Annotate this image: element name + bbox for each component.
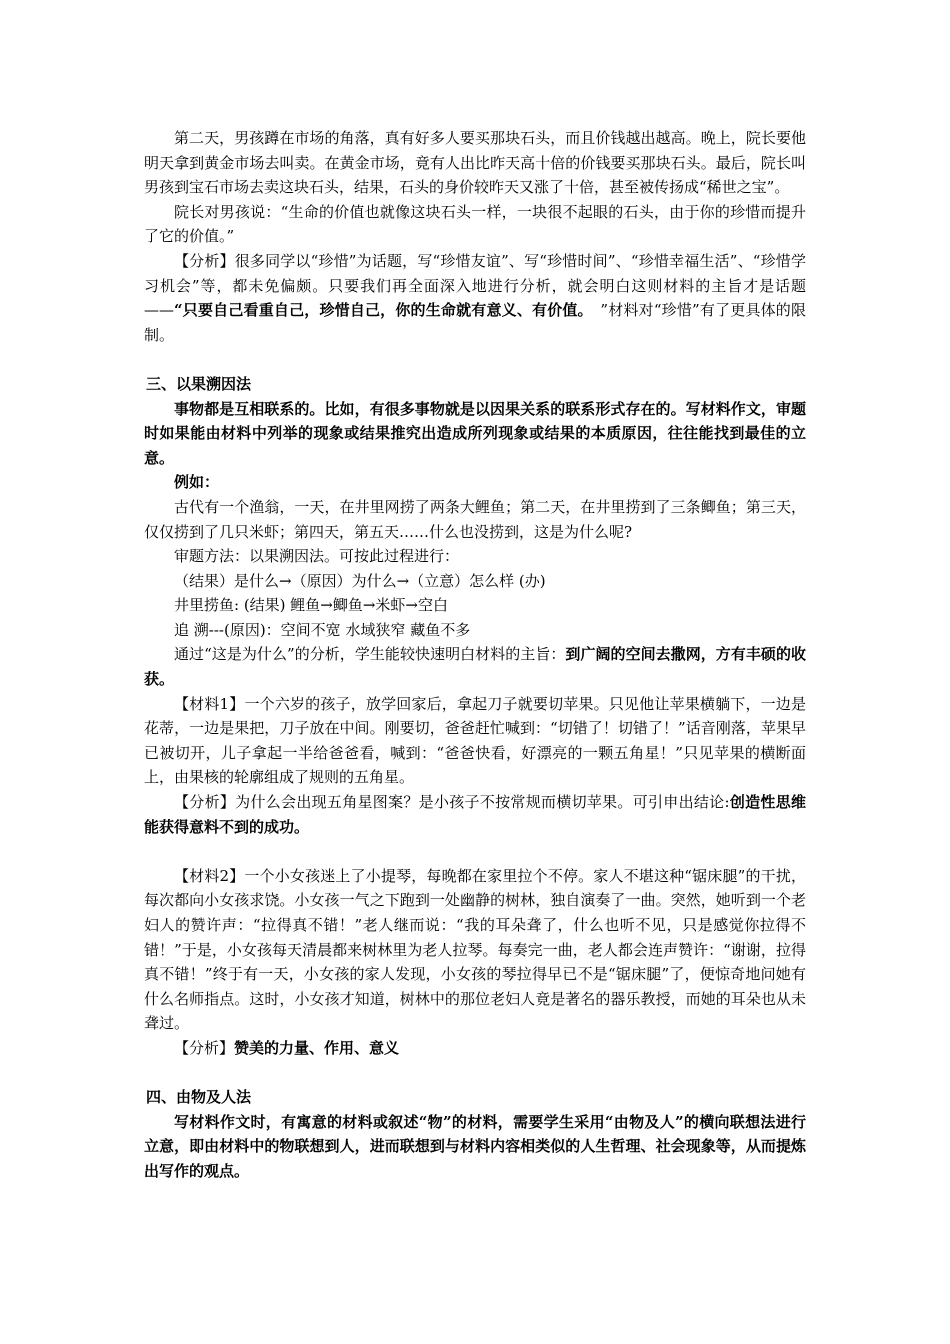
paragraph-dean-says: 院长对男孩说：“生命的价值也就像这块石头一样，一块很不起眼的石头，由于你的珍惜而提升了它的价值。” bbox=[144, 202, 806, 246]
paragraph-material-1: 【材料1】一个六岁的孩子，放学回家后，拿起刀子就要切苹果。只见他让苹果横躺下，一边是花蒂，一边是果把，刀子放在中间。刚要切，爸爸赶忙喊到：“切错了！切错了！”话音刚落，苹果早已被切开，儿子拿起一半给爸爸看，喊到：“爸爸快看，好漂亮的一颗五角星！”只见苹果的横断面上，由果核的轮廓组成了规则的五角星。 bbox=[144, 694, 806, 787]
paragraph-analysis-star bbox=[144, 790, 806, 839]
paragraph-fisherman: 古代有一个渔翁，一天，在井里网捞了两条大鲤鱼；第二天，在井里捞到了三条鲫鱼；第三天，仅仅捞到了几只米虾；第四天，第五天……什么也没捞到，这是为什么呢? bbox=[144, 497, 806, 541]
analysis-star-text: 【分析】为什么会出现五角星图案？是小孩子不按常规而横切苹果。可引申出结论: bbox=[174, 793, 730, 812]
analysis-praise-label: 【分析】 bbox=[174, 1038, 235, 1057]
blank-line bbox=[144, 1061, 806, 1086]
conclusion-text: 通过“这是为什么”的分析，学生能较快速明白材料的主旨： bbox=[174, 645, 566, 664]
paragraph-cause-effect: 事物都是互相联系的。比如，有很多事物就是以因果关系的联系形式存在的。写材料作文，审题时如果能由材料中列举的现象或结果推究出造成所列现象或结果的本质原因，往往能找到最佳的立意。 bbox=[144, 399, 806, 467]
analysis-star-emphasis: 创造性思维能获得意料不到的成功。 bbox=[144, 793, 806, 836]
paragraph-example-label: 例如： bbox=[174, 473, 220, 492]
paragraph-object-to-person: 写材料作文时，有寓意的材料或叙述“物”的材料，需要学生采用“由物及人”的横向联想法进行立意，即由材料中的物联想到人，进而联想到与材料内容相类似的人生哲理、社会现象等，从而提炼出写作的观点。 bbox=[144, 1112, 806, 1180]
paragraph-material-2: 【材料2】一个小女孩迷上了小提琴，每晚都在家里拉个不停。家人不堪这种“锯床腿”的干扰，每次都向小女孩求饶。小女孩一气之下跑到一处幽静的树林，独自演奏了一曲。突然，她听到一个老妇人的赞许声：“拉得真不错！”老人继而说：“我的耳朵聋了，什么也听不见，只是感觉你拉得不错！”于是，小女孩每天清晨都来树林里为老人拉琴。每奏完一曲，老人都会连声赞许：“谢谢，拉得真不错！”终于有一天，小女孩的家人发现，小女孩的琴拉得早已不是“锯床腿”了，便惊奇地问她有什么名师指点。这时，小女孩才知道，树林中的那位老妇人竟是著名的器乐教授，而她的耳朵也从未聋过。 bbox=[144, 866, 806, 1033]
section-heading-3: 三、以果溯因法 bbox=[146, 374, 252, 393]
paragraph-analysis-praise bbox=[144, 1036, 806, 1061]
paragraph-conclusion bbox=[144, 642, 806, 691]
analysis-text: 【分析】很多同学以“珍惜”为话题，写“珍惜友谊”、写“珍惜时间”、“珍惜幸福生活”、“珍惜学习机会”等，都未免偏颇。只要我们再全面深入地进行分析，就会明白这则材料的主旨才是话题—— bbox=[144, 251, 806, 320]
paragraph-process: （结果）是什么→（原因）为什么→（立意）怎么样 (办) bbox=[174, 571, 546, 590]
paragraph-method: 审题方法：以果溯因法。可按此过程进行： bbox=[174, 547, 460, 566]
analysis-praise-emphasis: 赞美的力量、作用、意义 bbox=[234, 1038, 400, 1057]
analysis-tail: ”材料对“珍惜”有了更具体的限制。 bbox=[144, 301, 806, 344]
conclusion-emphasis: 到广阔的空间去撒网，方有丰硕的收获。 bbox=[144, 645, 806, 689]
blank-line bbox=[144, 347, 806, 372]
blank-line bbox=[144, 839, 806, 864]
paragraph-fishing-result: 井里捞鱼: (结果) 鲤鱼→鲫鱼→米虾→空白 bbox=[174, 596, 449, 615]
paragraph-stone-market: 第二天，男孩蹲在市场的角落，真有好多人要买那块石头，而且价钱越出越高。晚上，院长要他明天拿到黄金市场去叫卖。在黄金市场，竟有人出比昨天高十倍的价钱要买那块石头。最后，院长叫男孩到宝石市场去卖这块石头，结果，石头的身价较昨天又涨了十倍，甚至被传扬成“稀世之宝”。 bbox=[144, 129, 806, 197]
analysis-emphasis: “只要自己看重自己，珍惜自己，你的生命就有意义、有价值。 bbox=[174, 301, 586, 320]
section-heading-4: 四、由物及人法 bbox=[146, 1088, 252, 1107]
paragraph-analysis-cherish bbox=[144, 249, 806, 347]
paragraph-trace-cause: 追 溯---(原因)：空间不宽 水域狭窄 藏鱼不多 bbox=[174, 620, 471, 639]
